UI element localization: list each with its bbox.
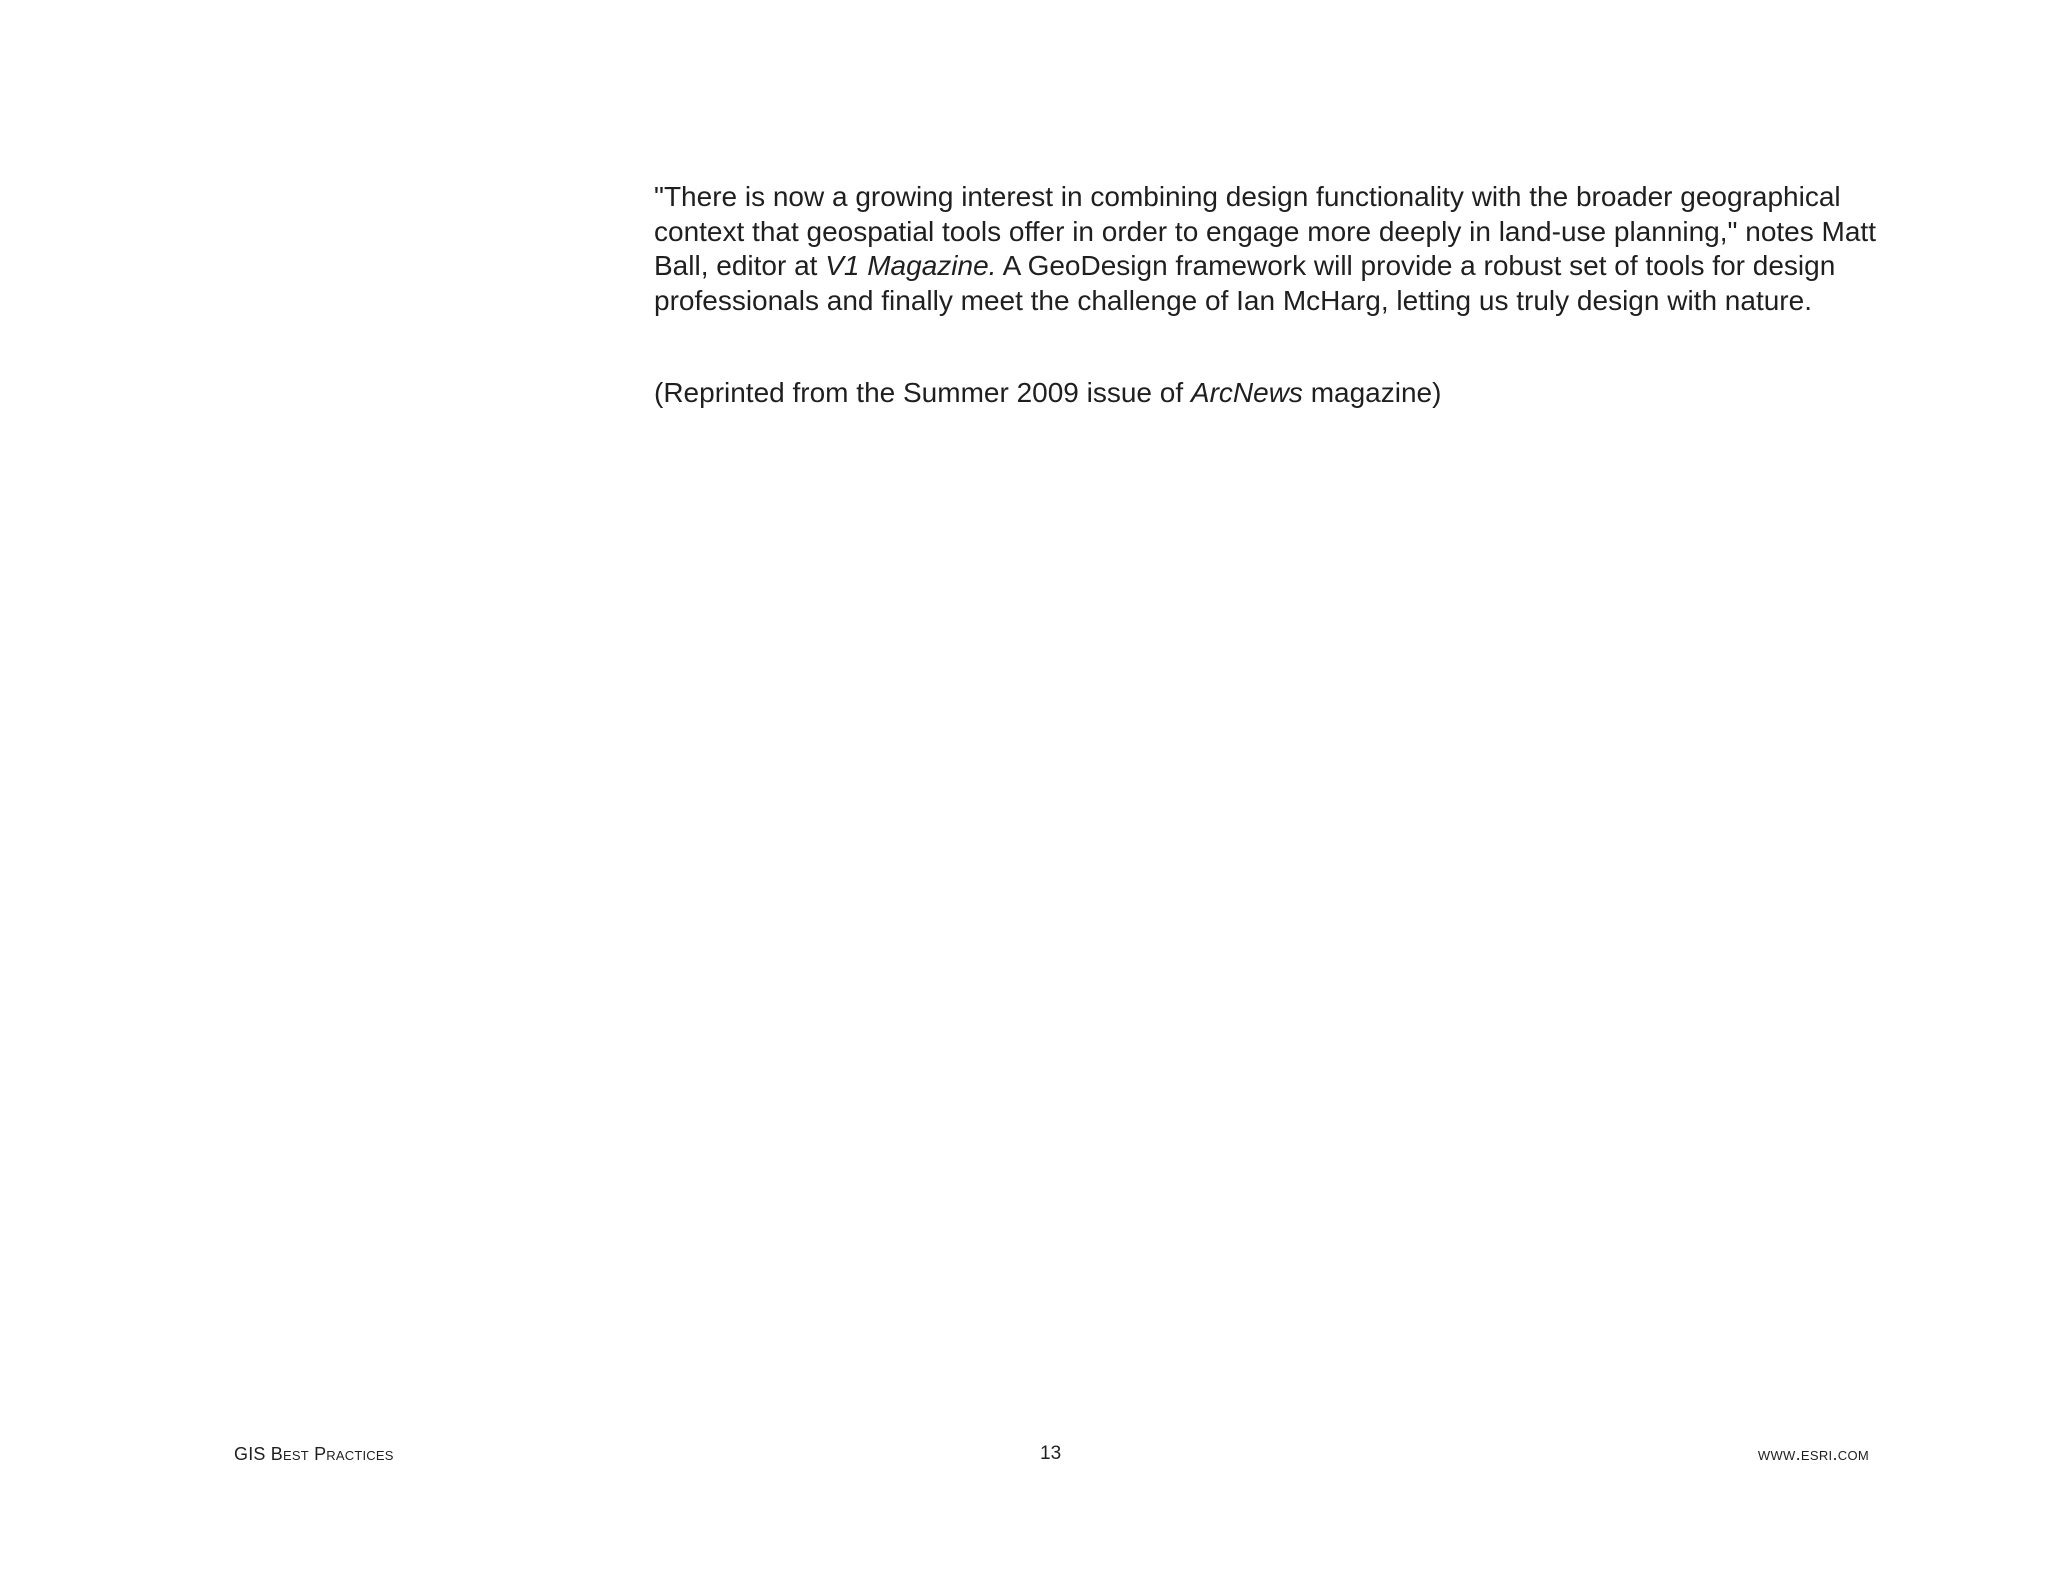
magazine-name: V1 Magazine. bbox=[825, 250, 997, 281]
reprint-note-end: magazine) bbox=[1302, 377, 1442, 408]
reprint-publication-name: ArcNews bbox=[1190, 377, 1303, 408]
quote-paragraph bbox=[654, 180, 1884, 318]
document-body bbox=[654, 180, 1884, 411]
footer-website: www.esri.com bbox=[1757, 1444, 1869, 1464]
footer-publication-title: GIS Best Practices bbox=[234, 1444, 394, 1464]
reprint-note-start: (Reprinted from the Summer 2009 issue of bbox=[654, 377, 1191, 408]
quote-text-end: A GeoDesign framework will provide a robust set of tools for design professionals and finally meet the challenge of Ian McHarg, letting us truly design with nature. bbox=[654, 250, 1836, 316]
reprint-note bbox=[654, 376, 1884, 411]
quote-text-start: "There is now a growing interest in combining design functionality with the broader geographical context that geospatial tools offer in order to engage more deeply in land-use planning," notes Matt Ball, editor at bbox=[654, 181, 1876, 281]
page-number: 13 bbox=[1040, 1443, 1062, 1464]
